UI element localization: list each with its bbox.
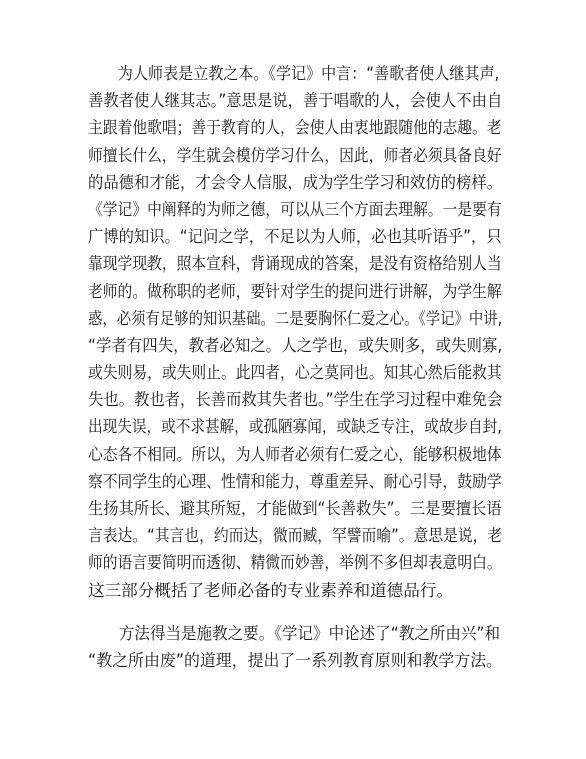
text-line: 或失则易，或失则止。此四者，心之莫同也。知其心然后能救其 <box>88 363 502 383</box>
text-line: 主跟着他歌唱；善于教育的人，会使人由衷地跟随他的志趣。老 <box>88 118 502 138</box>
text-line: 靠现学现教，照本宣科，背诵现成的答案，是没有资格给别人当 <box>88 254 502 274</box>
text-line: 的品德和才能，才会令人信服，成为学生学习和效仿的榜样。 <box>88 172 503 192</box>
text-line: “教之所由废”的道理，提出了一系列教育原则和教学方法。 <box>88 651 503 671</box>
text-line: 心态各不相同。所以，为人师者必须有仁爱之心，能够积极地体 <box>88 444 502 464</box>
text-line: 方法得当是施教之要。《学记》中论述了“教之所由兴”和 <box>118 624 501 643</box>
text-line: 言表达。“其言也，约而达，微而臧，罕譬而喻”。意思是说，老 <box>88 526 503 546</box>
text-line: 出现失误，或不求甚解，或孤陋寡闻，或缺乏专注，或故步自封, <box>88 417 502 437</box>
text-line: 老师的。做称职的老师，要针对学生的提问进行讲解，为学生解 <box>88 281 502 301</box>
text-line: 善教者使人继其志。”意思是说，善于唱歌的人，会使人不由自 <box>88 91 503 111</box>
text-line: 生扬其所长、避其所短，才能做到“长善救失”。三是要擅长语 <box>88 499 502 518</box>
paragraph-teacher-virtue <box>88 60 502 604</box>
text-line: 师擅长什么，学生就会模仿学习什么，因此，师者必须具备良好 <box>88 145 502 165</box>
text-line: 这三部分概括了老师必备的专业素养和道德品行。 <box>88 580 454 600</box>
text-line: 《学记》中阐释的为师之德，可以从三个方面去理解。一是要有 <box>88 199 502 219</box>
text-line: “学者有四失，教者必知之。人之学也，或失则多，或失则寡, <box>88 335 503 355</box>
text-line: 失也。教也者，长善而救其失者也。”学生在学习过程中难免会 <box>88 390 503 410</box>
text-line: 为人师表是立教之本。《学记》中言：“善歌者使人继其声, <box>117 64 500 83</box>
text-line: 广博的知识。“记问之学，不足以为人师，必也其听语乎”，只 <box>88 227 502 247</box>
paragraph-teaching-method <box>88 620 502 674</box>
text-line: 察不同学生的心理、性情和能力，尊重差异、耐心引导，鼓励学 <box>88 471 502 491</box>
text-line: 师的语言要简明而透彻、精微而妙善，举例不多但却表意明白。 <box>88 553 502 573</box>
text-line: 惑，必须有足够的知识基础。二是要胸怀仁爱之心。《学记》中讲, <box>88 308 503 328</box>
